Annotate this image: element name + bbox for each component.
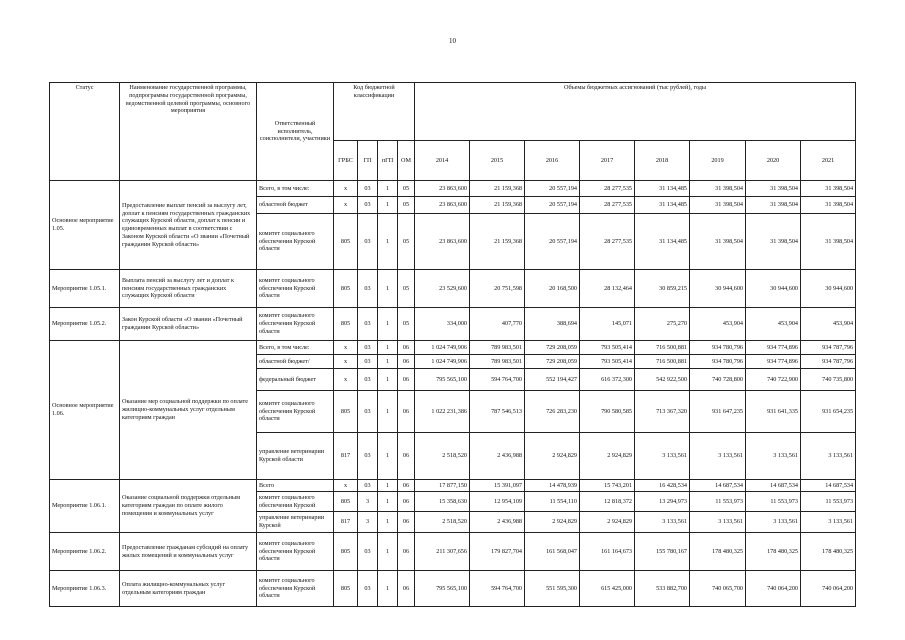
value-cell: 23 529,600 bbox=[415, 270, 470, 308]
value-cell: 453,904 bbox=[746, 308, 801, 341]
code-cell: 06 bbox=[398, 492, 415, 512]
value-cell: 2 924,829 bbox=[580, 512, 635, 533]
value-cell: 178 480,325 bbox=[801, 533, 856, 571]
code-cell: 1 bbox=[378, 480, 398, 492]
value-cell: 453,904 bbox=[690, 308, 746, 341]
value-cell: 30 859,215 bbox=[635, 270, 690, 308]
code-cell: 1 bbox=[378, 355, 398, 369]
value-cell: 28 277,535 bbox=[580, 214, 635, 270]
table-row bbox=[50, 181, 856, 197]
code-cell: 1 bbox=[378, 341, 398, 355]
value-cell: 934 774,896 bbox=[746, 341, 801, 355]
code-cell: 06 bbox=[398, 533, 415, 571]
executor-cell: управление ветеринарии Курской области bbox=[257, 433, 334, 480]
code-cell: 05 bbox=[398, 270, 415, 308]
value-cell: 594 764,700 bbox=[470, 571, 525, 607]
code-cell: 1 bbox=[378, 492, 398, 512]
header-year-2016: 2016 bbox=[525, 141, 580, 181]
header-code-1: ГП bbox=[358, 141, 378, 181]
value-cell: 31 134,485 bbox=[635, 197, 690, 214]
value-cell: 789 983,501 bbox=[470, 355, 525, 369]
value-cell: 275,270 bbox=[635, 308, 690, 341]
executor-cell: областной бюджет/ bbox=[257, 355, 334, 369]
code-cell: 03 bbox=[358, 308, 378, 341]
value-cell: 11 553,973 bbox=[690, 492, 746, 512]
value-cell: 713 367,320 bbox=[635, 391, 690, 433]
value-cell: 931 641,335 bbox=[746, 391, 801, 433]
executor-cell: комитет социального обеспечения Курской области bbox=[257, 214, 334, 270]
code-cell: 805 bbox=[334, 270, 358, 308]
code-cell: 03 bbox=[358, 533, 378, 571]
table-row bbox=[50, 533, 856, 571]
value-cell: 3 133,561 bbox=[690, 512, 746, 533]
code-cell: 05 bbox=[398, 181, 415, 197]
executor-cell: федеральный бюджет bbox=[257, 369, 334, 391]
executor-cell: комитет социального обеспечения Курской области bbox=[257, 533, 334, 571]
value-cell: 616 372,300 bbox=[580, 369, 635, 391]
header-year-2020: 2020 bbox=[746, 141, 801, 181]
value-cell: 2 518,520 bbox=[415, 512, 470, 533]
value-cell: 2 924,829 bbox=[580, 433, 635, 480]
code-cell: х bbox=[334, 355, 358, 369]
code-cell: 03 bbox=[358, 197, 378, 214]
name-cell: Предоставление гражданам субсидий на оплату жилых помещений и коммунальных услуг bbox=[120, 533, 257, 571]
value-cell: 3 133,561 bbox=[746, 433, 801, 480]
value-cell: 2 924,829 bbox=[525, 512, 580, 533]
value-cell: 31 134,485 bbox=[635, 214, 690, 270]
value-cell: 14 687,534 bbox=[746, 480, 801, 492]
value-cell: 793 505,414 bbox=[580, 341, 635, 355]
value-cell: 31 398,504 bbox=[746, 214, 801, 270]
value-cell: 21 159,368 bbox=[470, 181, 525, 197]
value-cell: 740 722,900 bbox=[746, 369, 801, 391]
code-cell: 1 bbox=[378, 214, 398, 270]
value-cell: 716 500,881 bbox=[635, 341, 690, 355]
value-cell: 3 133,561 bbox=[690, 433, 746, 480]
code-cell: 3 bbox=[358, 492, 378, 512]
value-cell: 23 863,600 bbox=[415, 214, 470, 270]
header-year-2021: 2021 bbox=[801, 141, 856, 181]
code-cell: 06 bbox=[398, 512, 415, 533]
executor-cell: комитет социального обеспечения Курской области bbox=[257, 308, 334, 341]
executor-cell: Всего, в том числе: bbox=[257, 341, 334, 355]
value-cell: 740 064,200 bbox=[746, 571, 801, 607]
name-cell: Предоставление выплат пенсий за выслугу лет, доплат к пенсиям государственных гражданских служащих Курской области, доплат к пенсии и единовременных выплат в соответствии с Законом Курской области «О звании «Почетный гражданин Курской области» bbox=[120, 181, 257, 270]
value-cell: 726 283,230 bbox=[525, 391, 580, 433]
value-cell: 31 398,504 bbox=[746, 197, 801, 214]
value-cell: 23 863,600 bbox=[415, 197, 470, 214]
code-cell: 3 bbox=[358, 512, 378, 533]
value-cell: 30 944,600 bbox=[690, 270, 746, 308]
value-cell: 31 398,504 bbox=[801, 214, 856, 270]
code-cell: 03 bbox=[358, 571, 378, 607]
value-cell: 20 751,598 bbox=[470, 270, 525, 308]
value-cell: 20 557,194 bbox=[525, 197, 580, 214]
executor-cell: областной бюджет bbox=[257, 197, 334, 214]
executor-cell: Всего, в том числе: bbox=[257, 181, 334, 197]
executor-cell: комитет социального обеспечения Курской области bbox=[257, 571, 334, 607]
code-cell: 1 bbox=[378, 571, 398, 607]
code-cell: 1 bbox=[378, 369, 398, 391]
table-body bbox=[50, 181, 856, 607]
page-number: 10 bbox=[449, 37, 456, 45]
value-cell: 20 557,194 bbox=[525, 181, 580, 197]
executor-cell: Всего bbox=[257, 480, 334, 492]
value-cell: 934 787,796 bbox=[801, 355, 856, 369]
table-row bbox=[50, 571, 856, 607]
code-cell: 06 bbox=[398, 433, 415, 480]
value-cell: 21 159,368 bbox=[470, 214, 525, 270]
value-cell: 20 557,194 bbox=[525, 214, 580, 270]
status-cell: Мероприятие 1.05.1. bbox=[50, 270, 120, 308]
value-cell: 12 818,372 bbox=[580, 492, 635, 512]
code-cell: х bbox=[334, 341, 358, 355]
value-cell: 716 500,881 bbox=[635, 355, 690, 369]
value-cell: 3 133,561 bbox=[746, 512, 801, 533]
code-cell: 1 bbox=[378, 197, 398, 214]
value-cell: 14 478,939 bbox=[525, 480, 580, 492]
value-cell: 11 553,973 bbox=[801, 492, 856, 512]
value-cell: 15 358,630 bbox=[415, 492, 470, 512]
code-cell: 06 bbox=[398, 480, 415, 492]
value-cell: 2 436,988 bbox=[470, 512, 525, 533]
code-cell: 805 bbox=[334, 308, 358, 341]
value-cell: 388,694 bbox=[525, 308, 580, 341]
value-cell: 1 024 749,906 bbox=[415, 355, 470, 369]
code-cell: 1 bbox=[378, 391, 398, 433]
code-cell: 03 bbox=[358, 270, 378, 308]
budget-table bbox=[49, 82, 856, 607]
value-cell: 20 168,500 bbox=[525, 270, 580, 308]
code-cell: 06 bbox=[398, 571, 415, 607]
header-name: Наименование государственной программы, подпрограммы государственной программы, ведомственной целевой программы, основного мероприятия bbox=[120, 83, 257, 181]
value-cell: 3 133,561 bbox=[801, 512, 856, 533]
code-cell: 06 bbox=[398, 369, 415, 391]
table-row bbox=[50, 270, 856, 308]
header-budget-code: Код бюджетной классификации bbox=[334, 83, 415, 141]
code-cell: 05 bbox=[398, 308, 415, 341]
value-cell: 16 428,534 bbox=[635, 480, 690, 492]
header-year-2018: 2018 bbox=[635, 141, 690, 181]
value-cell: 161 568,047 bbox=[525, 533, 580, 571]
value-cell: 14 687,534 bbox=[801, 480, 856, 492]
code-cell: 03 bbox=[358, 181, 378, 197]
name-cell: Оплата жилищно-коммунальных услуг отдельным категориям граждан bbox=[120, 571, 257, 607]
value-cell: 533 882,700 bbox=[635, 571, 690, 607]
header-volumes: Объемы бюджетных ассигнований (тыс рублей), годы bbox=[415, 83, 856, 141]
value-cell: 407,770 bbox=[470, 308, 525, 341]
code-cell: 03 bbox=[358, 480, 378, 492]
value-cell: 453,904 bbox=[801, 308, 856, 341]
value-cell: 28 277,535 bbox=[580, 181, 635, 197]
value-cell: 934 780,796 bbox=[690, 341, 746, 355]
header-status: Статус bbox=[50, 83, 120, 181]
code-cell: 06 bbox=[398, 391, 415, 433]
value-cell: 740 064,200 bbox=[801, 571, 856, 607]
value-cell: 31 134,485 bbox=[635, 181, 690, 197]
code-cell: 1 bbox=[378, 181, 398, 197]
value-cell: 31 398,504 bbox=[801, 181, 856, 197]
code-cell: 817 bbox=[334, 433, 358, 480]
value-cell: 334,000 bbox=[415, 308, 470, 341]
value-cell: 615 425,000 bbox=[580, 571, 635, 607]
value-cell: 23 863,600 bbox=[415, 181, 470, 197]
code-cell: 1 bbox=[378, 270, 398, 308]
value-cell: 934 774,896 bbox=[746, 355, 801, 369]
code-cell: 1 bbox=[378, 512, 398, 533]
status-cell: Основное мероприятие 1.05. bbox=[50, 181, 120, 270]
value-cell: 740 735,800 bbox=[801, 369, 856, 391]
value-cell: 552 194,427 bbox=[525, 369, 580, 391]
value-cell: 179 827,704 bbox=[470, 533, 525, 571]
code-cell: 817 bbox=[334, 512, 358, 533]
value-cell: 145,071 bbox=[580, 308, 635, 341]
name-cell: Закон Курской области «О звании «Почетный гражданин Курской области» bbox=[120, 308, 257, 341]
header-executor: Ответственный исполнитель, соисполнители, участники bbox=[257, 83, 334, 181]
value-cell: 21 159,368 bbox=[470, 197, 525, 214]
code-cell: 03 bbox=[358, 391, 378, 433]
value-cell: 594 764,700 bbox=[470, 369, 525, 391]
code-cell: 03 bbox=[358, 369, 378, 391]
value-cell: 30 944,600 bbox=[801, 270, 856, 308]
code-cell: 1 bbox=[378, 533, 398, 571]
value-cell: 31 398,504 bbox=[690, 181, 746, 197]
code-cell: 1 bbox=[378, 308, 398, 341]
header-code-0: ГРБС bbox=[334, 141, 358, 181]
status-cell: Мероприятие 1.05.2. bbox=[50, 308, 120, 341]
value-cell: 934 787,796 bbox=[801, 341, 856, 355]
code-cell: 06 bbox=[398, 355, 415, 369]
table-row bbox=[50, 308, 856, 341]
code-cell: 03 bbox=[358, 355, 378, 369]
value-cell: 2 924,829 bbox=[525, 433, 580, 480]
value-cell: 30 944,600 bbox=[746, 270, 801, 308]
value-cell: 1 024 749,906 bbox=[415, 341, 470, 355]
code-cell: х bbox=[334, 197, 358, 214]
code-cell: 06 bbox=[398, 341, 415, 355]
executor-cell: комитет социального обеспечения Курской области bbox=[257, 270, 334, 308]
status-cell: Мероприятие 1.06.3. bbox=[50, 571, 120, 607]
value-cell: 551 595,300 bbox=[525, 571, 580, 607]
name-cell: Оказание мер социальной поддержки по оплате жилищно-коммунальных услуг отдельным категориям граждан bbox=[120, 341, 257, 480]
value-cell: 31 398,504 bbox=[690, 197, 746, 214]
code-cell: 805 bbox=[334, 214, 358, 270]
value-cell: 795 565,100 bbox=[415, 571, 470, 607]
value-cell: 11 553,973 bbox=[746, 492, 801, 512]
value-cell: 740 065,700 bbox=[690, 571, 746, 607]
value-cell: 31 398,504 bbox=[690, 214, 746, 270]
value-cell: 17 877,150 bbox=[415, 480, 470, 492]
value-cell: 28 277,535 bbox=[580, 197, 635, 214]
executor-cell: комитет социального обеспечения Курской области bbox=[257, 391, 334, 433]
value-cell: 542 922,500 bbox=[635, 369, 690, 391]
value-cell: 12 954,109 bbox=[470, 492, 525, 512]
value-cell: 15 391,097 bbox=[470, 480, 525, 492]
code-cell: 805 bbox=[334, 533, 358, 571]
code-cell: х bbox=[334, 369, 358, 391]
value-cell: 13 294,973 bbox=[635, 492, 690, 512]
executor-cell: управление ветеринарии Курской bbox=[257, 512, 334, 533]
code-cell: х bbox=[334, 181, 358, 197]
header-year-2015: 2015 bbox=[470, 141, 525, 181]
value-cell: 14 687,534 bbox=[690, 480, 746, 492]
value-cell: 740 728,800 bbox=[690, 369, 746, 391]
header-year-2017: 2017 bbox=[580, 141, 635, 181]
header-code-2: пГП bbox=[378, 141, 398, 181]
value-cell: 729 208,059 bbox=[525, 355, 580, 369]
value-cell: 3 133,561 bbox=[635, 433, 690, 480]
name-cell: Выплата пенсий за выслугу лет и доплат к пенсиям государственных гражданских служащих Курской области bbox=[120, 270, 257, 308]
value-cell: 2 436,988 bbox=[470, 433, 525, 480]
code-cell: 805 bbox=[334, 492, 358, 512]
header-year-2014: 2014 bbox=[415, 141, 470, 181]
value-cell: 155 780,167 bbox=[635, 533, 690, 571]
value-cell: 2 518,520 bbox=[415, 433, 470, 480]
value-cell: 729 208,059 bbox=[525, 341, 580, 355]
value-cell: 931 654,235 bbox=[801, 391, 856, 433]
value-cell: 3 133,561 bbox=[801, 433, 856, 480]
code-cell: 05 bbox=[398, 214, 415, 270]
value-cell: 795 565,100 bbox=[415, 369, 470, 391]
value-cell: 3 133,561 bbox=[635, 512, 690, 533]
value-cell: 28 132,464 bbox=[580, 270, 635, 308]
value-cell: 161 164,673 bbox=[580, 533, 635, 571]
value-cell: 31 398,504 bbox=[801, 197, 856, 214]
code-cell: 805 bbox=[334, 391, 358, 433]
status-cell: Мероприятие 1.06.2. bbox=[50, 533, 120, 571]
header-year-2019: 2019 bbox=[690, 141, 746, 181]
value-cell: 178 480,325 bbox=[690, 533, 746, 571]
value-cell: 1 022 231,386 bbox=[415, 391, 470, 433]
code-cell: 03 bbox=[358, 214, 378, 270]
value-cell: 211 307,656 bbox=[415, 533, 470, 571]
value-cell: 793 505,414 bbox=[580, 355, 635, 369]
value-cell: 787 546,513 bbox=[470, 391, 525, 433]
value-cell: 931 647,235 bbox=[690, 391, 746, 433]
code-cell: 03 bbox=[358, 341, 378, 355]
value-cell: 31 398,504 bbox=[746, 181, 801, 197]
code-cell: 05 bbox=[398, 197, 415, 214]
code-cell: 1 bbox=[378, 433, 398, 480]
code-cell: 805 bbox=[334, 571, 358, 607]
value-cell: 934 780,796 bbox=[690, 355, 746, 369]
status-cell: Мероприятие 1.06.1. bbox=[50, 480, 120, 533]
value-cell: 178 480,325 bbox=[746, 533, 801, 571]
table-row bbox=[50, 341, 856, 355]
name-cell: Оказание социальной поддержки отдельным категориям граждан по оплате жилого помещения и коммунальных услуг bbox=[120, 480, 257, 533]
value-cell: 15 743,201 bbox=[580, 480, 635, 492]
executor-cell: комитет социального обеспечения Курской bbox=[257, 492, 334, 512]
value-cell: 789 983,501 bbox=[470, 341, 525, 355]
table-row bbox=[50, 480, 856, 492]
code-cell: х bbox=[334, 480, 358, 492]
header-code-3: ОМ bbox=[398, 141, 415, 181]
code-cell: 03 bbox=[358, 433, 378, 480]
value-cell: 11 554,110 bbox=[525, 492, 580, 512]
value-cell: 790 580,585 bbox=[580, 391, 635, 433]
status-cell: Основное мероприятие 1.06. bbox=[50, 341, 120, 480]
